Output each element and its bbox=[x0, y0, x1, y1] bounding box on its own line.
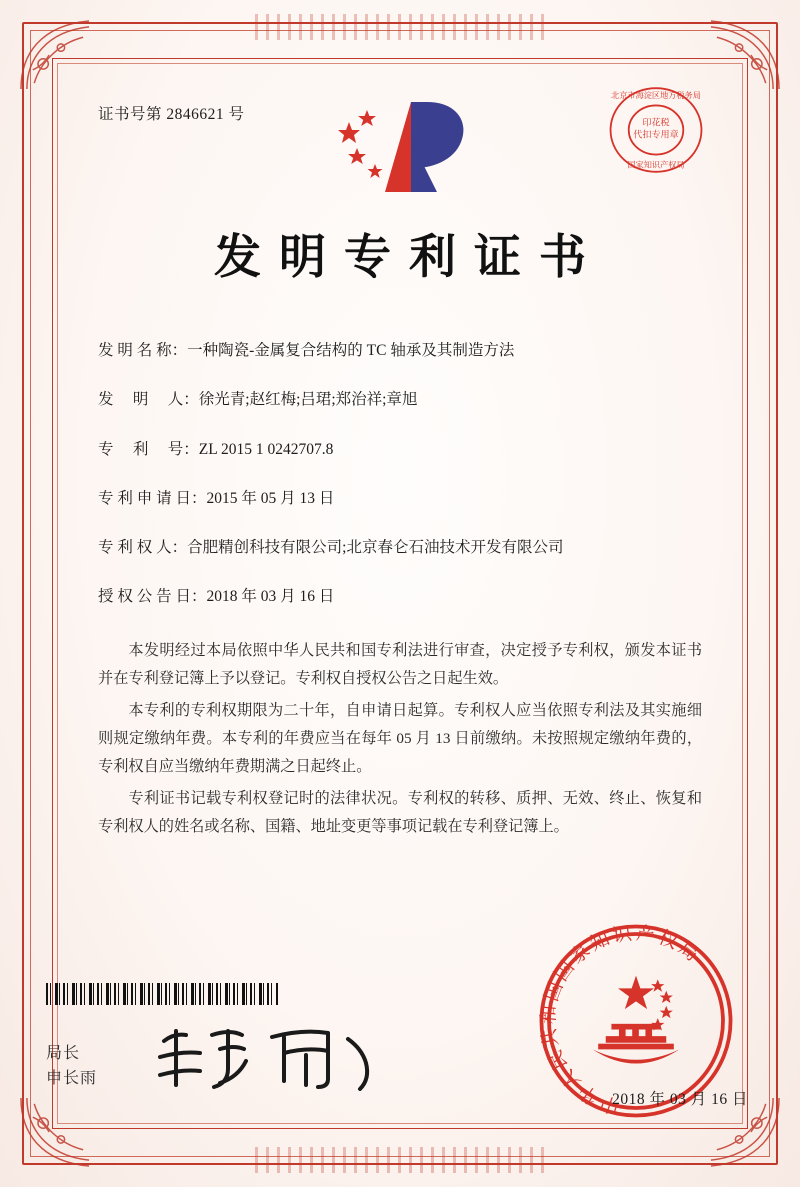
handwritten-signature bbox=[150, 1019, 380, 1099]
cnipa-logo-icon bbox=[315, 94, 485, 204]
field-inventors bbox=[98, 388, 708, 411]
certificate-number: 证书号第 2846621 号 bbox=[98, 106, 245, 123]
field-label: 专 利 号： bbox=[98, 440, 199, 458]
paragraph-grant: 本发明经过本局依照中华人民共和国专利法进行审查，决定授予专利权，颁发本证书并在专利登记簿上予以登记。专利权自授权公告之日起生效。 bbox=[98, 641, 702, 687]
field-value: 2015 年 05 月 13 日 bbox=[206, 489, 335, 507]
field-value: ZL 2015 1 0242707.8 bbox=[198, 440, 334, 458]
svg-text:北京市海淀区地方税务局: 北京市海淀区地方税务局 bbox=[611, 90, 701, 101]
field-value: 合肥精创科技有限公司;北京春仑石油技术开发有限公司 bbox=[187, 539, 564, 556]
field-label: 发 明 人： bbox=[98, 391, 199, 409]
field-value: 2018 年 03 月 16 日 bbox=[206, 588, 335, 606]
signatory-block bbox=[46, 1042, 97, 1092]
legal-text bbox=[80, 637, 720, 842]
top-edge-ornament bbox=[255, 14, 545, 40]
signatory-name: 申长雨 bbox=[46, 1070, 98, 1088]
field-label: 发 明 名 称： bbox=[98, 342, 188, 359]
paragraph-registry: 专利证书记载专利权登记时的法律状况。专利权的转移、质押、无效、终止、恢复和专利权人的姓名或名称、国籍、地址变更等事项记载在专利登记簿上。 bbox=[98, 790, 702, 836]
page-title: 发明专利证书 bbox=[214, 230, 604, 285]
issue-date: 2018 年 03 月 16 日 bbox=[612, 1091, 748, 1108]
field-patentee bbox=[98, 536, 708, 559]
svg-text:印花税: 印花税 bbox=[642, 118, 670, 129]
bottom-edge-ornament bbox=[255, 1147, 545, 1173]
svg-text:国家知识产权局: 国家知识产权局 bbox=[627, 159, 685, 170]
field-application-date bbox=[98, 487, 708, 510]
paragraph-term-and-fees: 本专利的专利权期限为二十年，自申请日起算。专利权人应当依照专利法及其实施细则规定缴纳年费。本专利的年费应当在每年 05 月 13 日前缴纳。未按照规定缴纳年费的，专利权自应当缴纳年费期满之日起终止。 bbox=[98, 701, 702, 775]
field-patent-number bbox=[98, 438, 708, 461]
svg-text:中华人民共和国国家知识产权局: 中华人民共和国国家知识产权局 bbox=[537, 922, 705, 1118]
field-value: 徐光青;赵红梅;吕珺;郑治祥;章旭 bbox=[198, 391, 418, 409]
barcode bbox=[46, 983, 278, 1005]
field-label: 专 利 申 请 日： bbox=[98, 489, 207, 507]
field-grant-announcement-date bbox=[98, 585, 708, 608]
svg-text:代扣专用章: 代扣专用章 bbox=[633, 130, 679, 141]
field-label: 授 权 公 告 日： bbox=[98, 588, 207, 606]
field-label: 专 利 权 人： bbox=[98, 539, 188, 556]
field-value: 一种陶瓷-金属复合结构的 TC 轴承及其制造方法 bbox=[187, 342, 515, 359]
tax-stamp-seal bbox=[600, 80, 712, 180]
signatory-role: 局长 bbox=[46, 1045, 81, 1063]
field-list bbox=[80, 339, 720, 609]
field-invention-title bbox=[98, 339, 708, 362]
